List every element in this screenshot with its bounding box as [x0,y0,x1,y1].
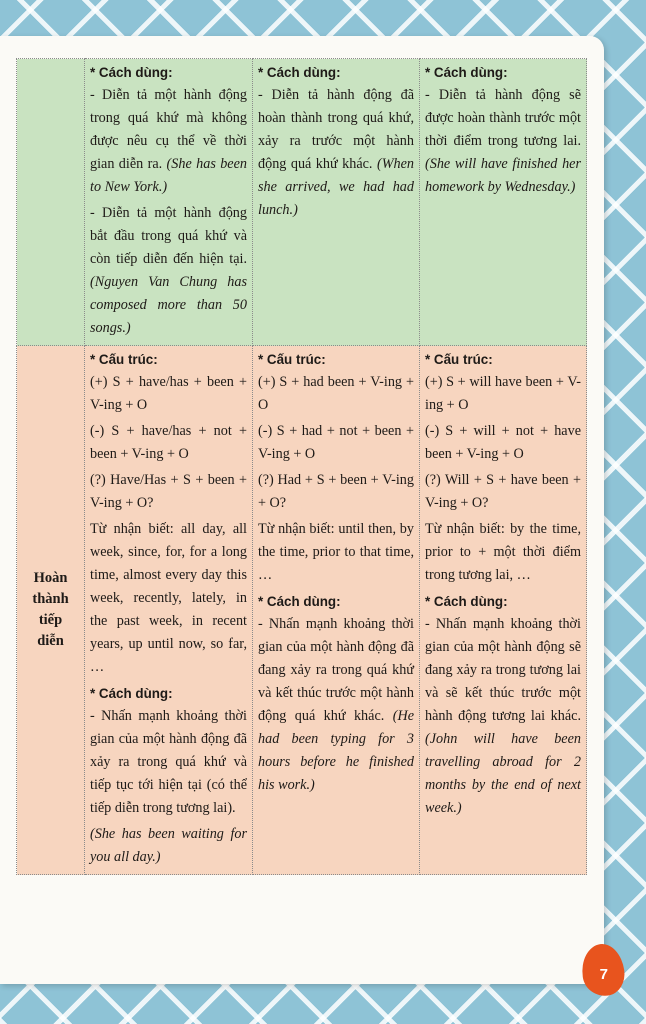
page-number: 7 [599,965,608,983]
usage-example: (He had been typing for 3 hours before he finished his work.) [258,708,414,793]
structure-question: (?) Have/Has + S + been + V-ing + O? [90,472,247,511]
row-label-line: diễn [37,633,64,649]
cell-present-perfect-usage [85,59,253,346]
cell-past-perfect-usage [253,59,420,346]
structure-negative: (-) S + will + not + have been + V-ing + O [425,423,581,462]
usage-paragraph [90,202,247,340]
structure-heading: * Cấu trúc: [425,352,493,367]
usage-example: (She has been waiting for you all day.) [90,826,247,865]
structure-question: (?) Will + S + have been + V-ing + O? [425,472,581,511]
table-row-perfect-continuous [17,346,587,875]
book-page [0,36,604,984]
row-label-line: thành [32,591,69,607]
cell-future-perfect-continuous [420,346,587,875]
tense-table-wrapper [16,58,586,875]
label-cell-empty [17,59,85,346]
usage-example: (John will have been travelling abroad for 2 months by the end of next week.) [425,731,581,816]
usage-example: (She will have finished her homework by Wednesday.) [425,156,581,195]
structure-affirmative: (+) S + have/has + been + V-ing + O [90,374,247,413]
usage-text: - Diễn tả một hành động trong quá khứ mà không được nêu cụ thể về thời gian diễn ra. [90,87,247,172]
usage-paragraph [90,84,247,199]
signal-words: Từ nhận biết: until then, by the time, prior to that time, … [258,521,414,583]
usage-example: (Nguyen Van Chung has composed more than 50 songs.) [90,274,247,336]
usage-text: - Nhấn mạnh khoảng thời gian của một hành động đã xảy ra trong quá khứ và tiếp tục tới hiện tại (có thể tiếp diễn trong tương lai). [90,708,247,816]
structure-heading: * Cấu trúc: [258,352,326,367]
usage-text: - Nhấn mạnh khoảng thời gian của một hành động đã đang xảy ra trong quá khứ và kết thúc trước một hành động quá khứ khác. [258,616,414,724]
usage-paragraph [425,613,581,820]
signal-words: Từ nhận biết: all day, all week, since, for, for a long time, almost every day this week, recently, lately, in the past week, in recent years, up until now, so far, … [90,521,247,675]
structure-negative: (-) S + had + not + been + V-ing + O [258,423,414,462]
usage-paragraph [258,84,414,222]
structure-negative: (-) S + have/has + not + been + V-ing + O [90,423,247,462]
usage-example: (She has been to New York.) [90,156,247,195]
usage-text: - Diễn tả hành động sẽ được hoàn thành trước một thời điểm trong tương lai. [425,87,581,149]
usage-text: - Diễn tả hành động đã hoàn thành trong quá khứ, xảy ra trước một hành động quá khứ khác. [258,87,414,172]
usage-text: - Diễn tả một hành động bắt đầu trong quá khứ và còn tiếp diễn đến hiện tại. [90,205,247,267]
cell-present-perfect-continuous [85,346,253,875]
usage-heading: * Cách dùng: [425,65,508,80]
row-label-perfect-continuous [17,346,85,875]
usage-text: - Nhấn mạnh khoảng thời gian của một hành động sẽ đang xảy ra trong tương lai và sẽ kết thúc trước một hành động tương lai khác. [425,616,581,724]
structure-affirmative: (+) S + had been + V-ing + O [258,374,414,413]
cell-past-perfect-continuous [253,346,420,875]
usage-example: (When she arrived, we had had lunch.) [258,156,414,218]
signal-words: Từ nhận biết: by the time, prior to + một thời điểm trong tương lai, … [425,521,581,583]
structure-affirmative: (+) S + will have been + V-ing + O [425,374,581,413]
usage-heading: * Cách dùng: [90,686,173,701]
usage-heading: * Cách dùng: [258,594,341,609]
table-row-usage [17,59,587,346]
usage-heading: * Cách dùng: [258,65,341,80]
structure-heading: * Cấu trúc: [90,352,158,367]
usage-paragraph [258,613,414,797]
usage-paragraph [425,84,581,199]
row-label-line: Hoàn [33,570,68,586]
usage-heading: * Cách dùng: [90,65,173,80]
cell-future-perfect-usage [420,59,587,346]
structure-question: (?) Had + S + been + V-ing + O? [258,472,414,511]
usage-heading: * Cách dùng: [425,594,508,609]
tense-table [16,58,587,875]
row-label-line: tiếp [38,612,63,628]
